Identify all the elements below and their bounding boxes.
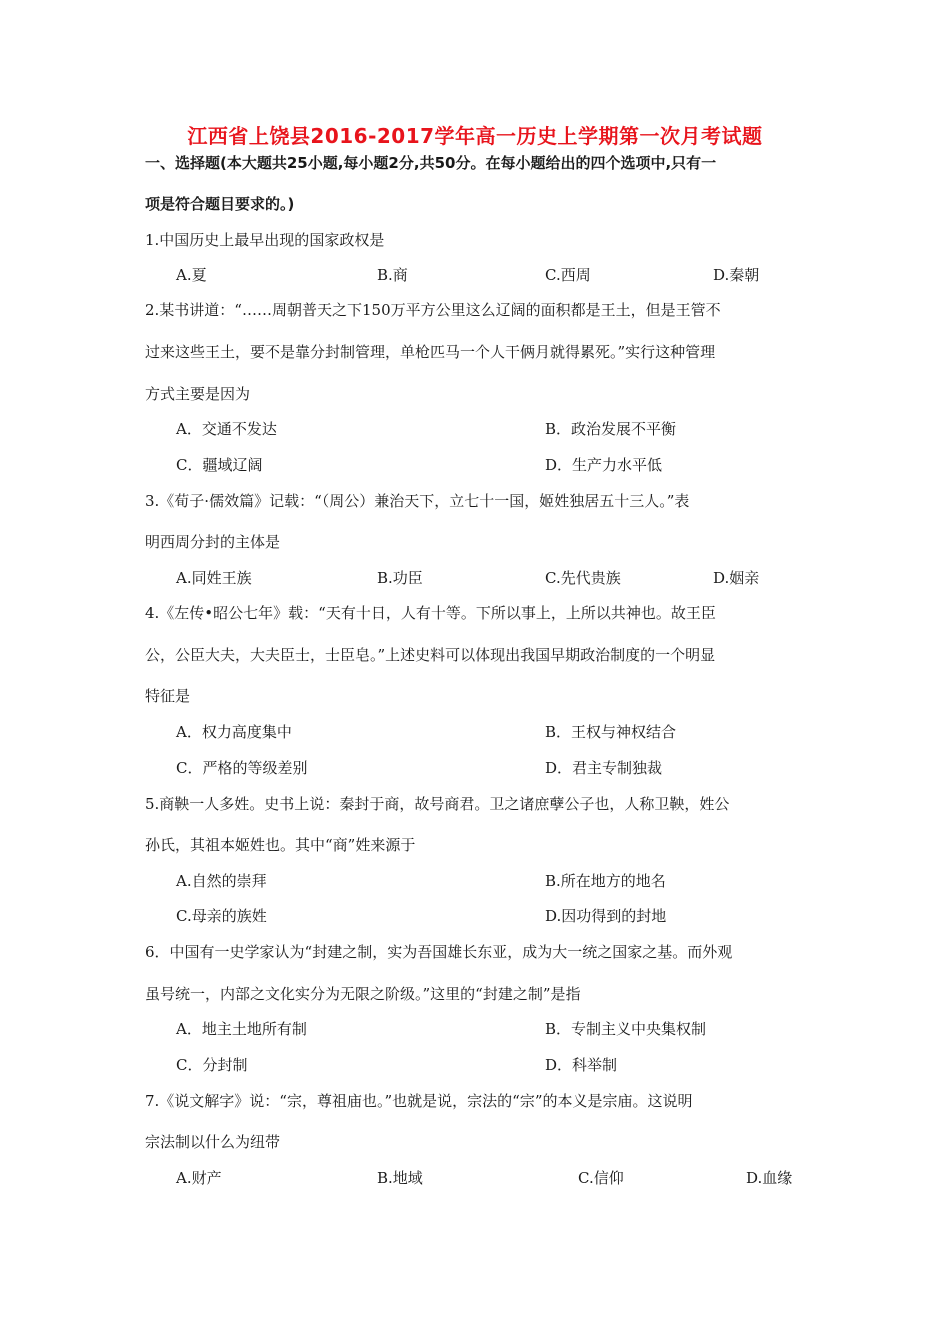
section-heading-line-1: 一、选择题(本大题共25小题,每小题2分,共50分。在每小题给出的四个选项中,只有一 (145, 154, 717, 172)
question-3-stem-line-1: 3.《荀子·儒效篇》记载：“（周公）兼治天下，立七十一国，姬姓独居五十三人。”表 (145, 492, 690, 510)
question-5-option-c: C.母亲的族姓 (176, 907, 267, 925)
section-heading-line-2: 项是符合题目要求的。) (145, 195, 295, 213)
question-3-option-d: D.姻亲 (713, 569, 760, 587)
question-6-option-b: B．专制主义中央集权制 (545, 1020, 707, 1038)
question-7-stem-line-1: 7.《说文解字》说：“宗，尊祖庙也。”也就是说，宗法的“宗”的本义是宗庙。这说明 (145, 1092, 693, 1110)
question-5-option-b: B.所在地方的地名 (545, 872, 666, 890)
question-5-option-d: D.因功得到的封地 (545, 907, 667, 925)
question-6-option-a: A．地主土地所有制 (176, 1020, 307, 1038)
question-1-stem: 1.中国历史上最早出现的国家政权是 (145, 231, 385, 249)
question-1-option-a: A.夏 (176, 266, 207, 284)
question-2-option-a: A．交通不发达 (176, 420, 277, 438)
question-6-stem-line-1: 6．中国有一史学家认为“封建之制，实为吾国雄长东亚，成为大一统之国家之基。而外观 (145, 943, 733, 961)
question-7-option-b: B.地域 (377, 1169, 423, 1187)
question-4-stem-line-3: 特征是 (145, 687, 191, 705)
question-4-stem-line-1: 4.《左传•昭公七年》载：“天有十日，人有十等。下所以事上，上所以共神也。故王臣 (145, 604, 716, 622)
question-4-option-c: C．严格的等级差别 (176, 759, 308, 777)
question-2-stem-line-1: 2.某书讲道：“……周朝普天之下150万平方公里这么辽阔的面积都是王土，但是王管不 (145, 301, 721, 319)
question-6-option-c: C．分封制 (176, 1056, 248, 1074)
question-6-stem-line-2: 虽号统一，内部之文化实分为无限之阶级。”这里的“封建之制”是指 (145, 985, 581, 1003)
question-7-option-a: A.财产 (176, 1169, 222, 1187)
page-title: 江西省上饶县2016-2017学年高一历史上学期第一次月考试题 (187, 124, 763, 148)
question-2-stem-line-3: 方式主要是因为 (145, 385, 251, 403)
question-2-option-d: D．生产力水平低 (545, 456, 663, 474)
question-4-stem-line-2: 公，公臣大夫，大夫臣士，士臣皂。”上述史料可以体现出我国早期政治制度的一个明显 (145, 646, 716, 664)
question-1-option-b: B.商 (377, 266, 408, 284)
question-4-option-d: D．君主专制独裁 (545, 759, 663, 777)
question-5-stem-line-1: 5.商鞅一人多姓。史书上说：秦封于商，故号商君。卫之诸庶孽公子也，人称卫鞅，姓公 (145, 795, 730, 813)
question-3-option-b: B.功臣 (377, 569, 423, 587)
question-7-stem-line-2: 宗法制以什么为纽带 (145, 1133, 281, 1151)
question-2-option-b: B．政治发展不平衡 (545, 420, 677, 438)
question-4-option-b: B．王权与神权结合 (545, 723, 677, 741)
question-7-option-c: C.信仰 (578, 1169, 624, 1187)
question-7-option-d: D.血缘 (746, 1169, 793, 1187)
question-3-stem-line-2: 明西周分封的主体是 (145, 533, 281, 551)
question-6-option-d: D．科举制 (545, 1056, 618, 1074)
question-1-option-c: C.西周 (545, 266, 591, 284)
question-4-option-a: A．权力高度集中 (176, 723, 292, 741)
question-5-stem-line-2: 孙氏，其祖本姬姓也。其中“商”姓来源于 (145, 836, 416, 854)
question-3-option-c: C.先代贵族 (545, 569, 621, 587)
question-5-option-a: A.自然的崇拜 (176, 872, 267, 890)
question-3-option-a: A.同姓王族 (176, 569, 252, 587)
question-2-stem-line-2: 过来这些王土，要不是靠分封制管理，单枪匹马一个人干俩月就得累死。”实行这种管理 (145, 343, 716, 361)
question-2-option-c: C．疆域辽阔 (176, 456, 263, 474)
question-1-option-d: D.秦朝 (713, 266, 760, 284)
